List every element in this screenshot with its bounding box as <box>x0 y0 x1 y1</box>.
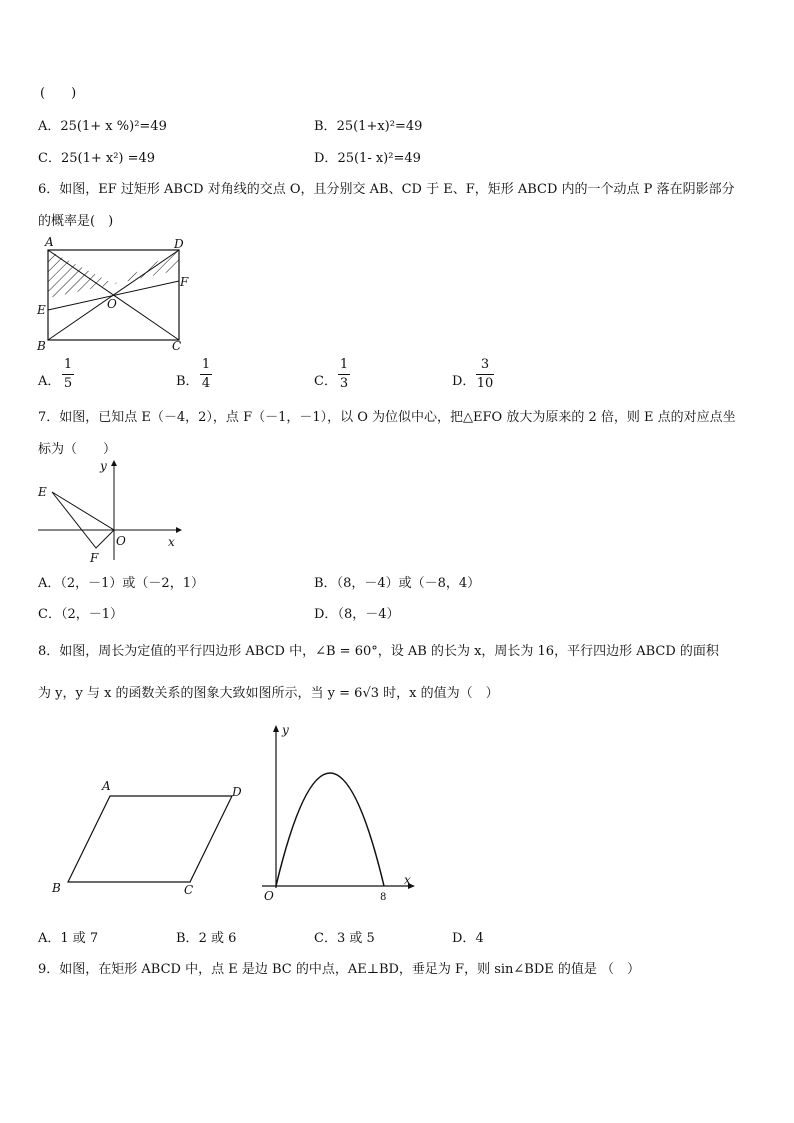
q7-coordinate-figure <box>34 456 184 566</box>
option-label: A． <box>38 931 61 946</box>
option-fraction <box>200 358 212 391</box>
q5-option-b[interactable] <box>314 115 422 134</box>
option-label: D． <box>452 374 476 389</box>
option-text: 25(1+x)²=49 <box>336 119 423 134</box>
option-text: （8，－4） <box>337 607 400 622</box>
option-label: D． <box>452 931 476 946</box>
label-a: A <box>102 779 111 793</box>
label-e: E <box>38 485 47 499</box>
q8-stem-line1: 8．如图，周长为定值的平行四边形 ABCD 中，∠B = 60°，设 AB 的长为 x，周长为 16，平行四边形 ABCD 的面积 <box>38 644 719 659</box>
label-b: B <box>37 339 46 353</box>
option-text: 25(1+ x %)²=49 <box>60 119 167 134</box>
q7-option-d[interactable] <box>314 603 399 622</box>
q5-option-d[interactable] <box>314 147 421 166</box>
label-c: C <box>172 339 182 353</box>
label-c: C <box>184 883 194 897</box>
option-label: B． <box>176 374 199 389</box>
option-label: A． <box>38 119 61 134</box>
q5-option-c[interactable] <box>38 147 155 166</box>
option-fraction <box>338 358 350 391</box>
q7-stem-line1: 7．如图，已知点 E（－4，2），点 F（－1，－1），以 O 为位似中心，把△EFO 放大为原来的 2 倍，则 E 点的对应点坐 <box>38 410 736 425</box>
option-text: 3 或 5 <box>336 931 375 946</box>
q8-function-graph <box>258 720 424 904</box>
label-a: A <box>45 235 54 249</box>
q8-parallelogram-figure <box>44 776 254 900</box>
label-d: D <box>174 237 184 251</box>
numerator: 1 <box>201 357 211 372</box>
y-axis-arrow <box>111 460 117 466</box>
label-e: E <box>37 303 46 317</box>
option-label: D． <box>314 151 338 166</box>
denominator: 5 <box>63 376 73 391</box>
q8-stem-line2: 为 y，y 与 x 的函数关系的图象大致如图所示，当 y = 6√3 时，x 的值为（ ） <box>38 686 499 701</box>
q6-rectangle-figure <box>34 236 194 352</box>
numerator: 3 <box>480 357 490 372</box>
q6-stem-line2: 的概率是( ) <box>38 214 114 229</box>
label-x: x <box>168 535 175 549</box>
q8-option-c[interactable] <box>314 927 375 946</box>
option-label: B． <box>314 119 337 134</box>
option-label: C． <box>314 374 337 389</box>
option-text: （2，－1） <box>60 607 123 622</box>
label-x: x <box>404 873 411 887</box>
option-text: 25(1+ x²) =49 <box>60 151 156 166</box>
triangle-efo <box>52 492 114 548</box>
label-o: O <box>116 534 126 548</box>
denominator: 3 <box>339 376 349 391</box>
option-text: （8，－4）或（－8，4） <box>336 576 481 591</box>
label-eight: 8 <box>380 892 387 903</box>
option-label: C． <box>38 151 61 166</box>
label-y: y <box>282 723 289 737</box>
option-label: B． <box>176 931 199 946</box>
q7-option-c[interactable] <box>38 603 123 622</box>
numerator: 1 <box>63 357 73 372</box>
q7-stem-line2: 标为（ ） <box>38 442 117 457</box>
option-label: B． <box>314 576 337 591</box>
option-text: （2，－1）或（－2，1） <box>60 576 204 591</box>
label-d: D <box>232 785 242 799</box>
label-f: F <box>180 275 189 289</box>
option-text: 1 或 7 <box>60 931 99 946</box>
denominator: 4 <box>201 376 211 391</box>
option-label: A． <box>38 374 61 389</box>
option-label: C． <box>38 607 61 622</box>
label-o: O <box>107 297 117 311</box>
q8-option-b[interactable] <box>176 927 236 946</box>
label-f: F <box>90 551 99 565</box>
parabola-curve <box>276 773 384 886</box>
option-fraction <box>62 358 74 391</box>
label-b: B <box>52 881 61 895</box>
q9-stem-line1: 9．如图，在矩形 ABCD 中，点 E 是边 BC 的中点，AE⊥BD，垂足为 F，则 sin∠BDE 的值是 （ ） <box>38 962 641 977</box>
label-o: O <box>264 889 274 903</box>
label-y: y <box>100 459 107 473</box>
option-text: 25(1- x)²=49 <box>337 151 421 166</box>
x-axis-arrow <box>176 527 182 533</box>
q8-option-a[interactable] <box>38 927 98 946</box>
q6-stem-line1: 6．如图，EF 过矩形 ABCD 对角线的交点 O，且分别交 AB、CD 于 E、F，矩形 ABCD 内的一个动点 P 落在阴影部分 <box>38 182 735 197</box>
option-label: C． <box>314 931 337 946</box>
q5-paren: ( ) <box>40 86 77 101</box>
numerator: 1 <box>339 357 349 372</box>
option-text: 4 <box>475 931 484 946</box>
q7-option-b[interactable] <box>314 572 480 591</box>
y-axis-arrow <box>273 725 279 732</box>
option-fraction <box>476 358 494 391</box>
q5-option-a[interactable] <box>38 115 167 134</box>
denominator: 10 <box>476 376 494 391</box>
option-label: D． <box>314 607 338 622</box>
parallelogram-abcd <box>68 796 232 882</box>
q7-option-a[interactable] <box>38 572 204 591</box>
q8-option-d[interactable] <box>452 927 484 946</box>
option-text: 2 或 6 <box>198 931 237 946</box>
option-label: A． <box>38 576 61 591</box>
shaded-region-right <box>114 250 179 284</box>
